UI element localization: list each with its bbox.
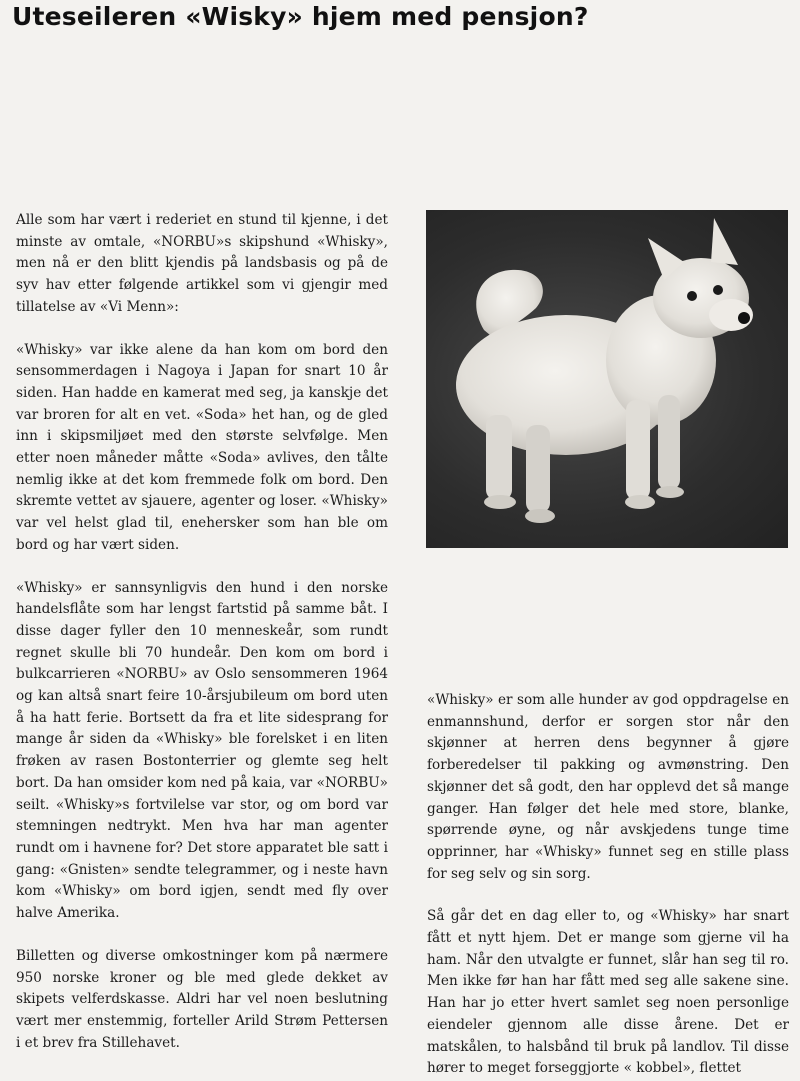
right-column xyxy=(427,690,789,1080)
dog-photo xyxy=(426,210,788,548)
paragraph-ticket: Billetten og diverse omkostninger kom på nærmere 950 norske kroner og ble med glede dekket av skipets velferdskasse. Aldri har vel noen beslutning vært mer enstemmig, forteller Arild Strøm Pettersen i et brev fra Stillehavet. xyxy=(16,947,388,1051)
paragraph-arrival: «Whisky» var ikke alene da han kom om bord den sensommerdagen i Nagoya i Japan for snart 10 år siden. Han hadde en kamerat med seg, ja kanskje det var broren for alt en vet. «Soda» het han, og de gled inn i skipsmiljøet med den største selvfølge. Men etter noen måneder måtte «Soda» avlives, den tålte nemlig ikke at det kom fremmede folk om bord. Den skremte vettet av sjauere, agenter og loser. «Whisky» var vel helst glad til, enehersker som han ble om bord og har vært siden. xyxy=(16,341,388,553)
paragraph-intro: Alle som har vært i rederiet en stund til kjenne, i det minste av omtale, «NORBU»s skipshund «Whisky», men nå er den blitt kjendis på landsbasis og på de syv hav etter følgende artikkel som vi gjengir med tillatelse av «Vi Menn»: xyxy=(16,212,388,315)
left-column xyxy=(16,210,388,1054)
paragraph-oneman-dog: «Whisky» er som alle hunder av god oppdragelse en enmannshund, derfor er sorgen stor når den skjønner at herren dens begynner å gjøre forberedelser til pakking og avmønstring. Den skjønner det så godt, den har opplevd det så mange ganger. Han følger det hele med store, blanke, spørrende øyne, og når avskjedens tunge time opprinner, har «Whisky» funnet seg en stille plass for seg selv og sin sorg. xyxy=(427,692,789,882)
dog-photo-icon xyxy=(426,210,788,548)
paragraph-service: «Whisky» er sannsynligvis den hund i den norske handelsflåte som har lengst fartstid på samme båt. I disse dager fyller den 10 menneskeår, som rundt regnet skulle bli 70 hundeår. Den kom om bord i bulkcarrieren «NORBU» av Oslo sensommeren 1964 og kan altså snart feire 10-årsjubileum om bord uten å ha hatt ferie. Bortsett da fra et lite sidesprang for mange år siden da «Whisky» ble forelsket i en liten frøken av rasen Bostonterrier og glemte seg helt bort. Da han omsider kom ned på kaia, var «NORBU» seilt. «Whisky»s fortvilelse var stor, og om bord var stemningen nedtrykt. Men hva har man agenter rundt om i havnene for? Det store apparatet ble satt i gang: «Gnisten» sendte telegrammer, og i neste havn kom «Whisky» om bord igjen, sendt med fly over halve Amerika. xyxy=(16,579,388,922)
paragraph-new-home: Så går det en dag eller to, og «Whisky» har snart fått et nytt hjem. Det er mange som gjerne vil ha ham. Når den utvalgte er funnet, slår han seg til ro. Men ikke før han har fått med seg alle sakene sine. Han har jo etter hvert samlet seg noen personlige eiendeler gjennom alle disse årene. Det er matskålen, to halsbånd til bruk på landlov. Til disse hører to meget forseggjorte « kobbel», flettet xyxy=(427,908,789,1077)
article-title: Uteseileren «Wisky» hjem med pensjon? xyxy=(12,2,589,31)
